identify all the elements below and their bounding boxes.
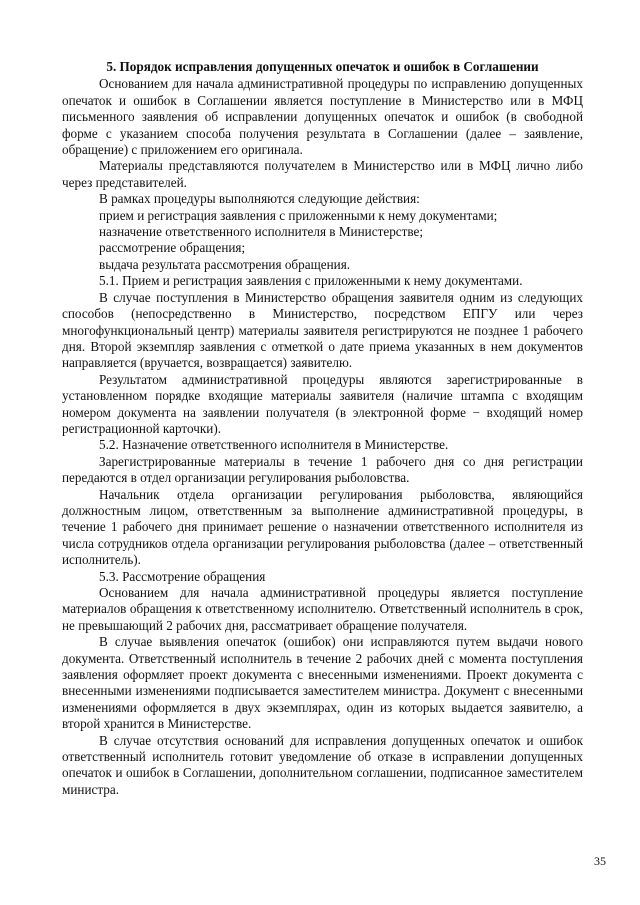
paragraph: Результатом административной процедуры являются зарегистрированные в установленном порядке входящие материалы заявителя (наличие штампа с входящим номером документа на заявлении получателя (в электронной форме − входящий номер регистрационной карточки).: [62, 371, 583, 436]
section-heading: 5. Порядок исправления допущенных опечаток и ошибок в Соглашении: [106, 59, 539, 74]
document-body: [62, 59, 583, 798]
paragraph: Начальник отдела организации регулирования рыболовства, являющийся должностным лицом, ответственным за выполнение административной процедуры, в течение 1 рабочего дня принимает решение о назначении ответственного исполнителя из числа сотрудников отдела организации регулирования рыболовства (далее – ответственный исполнитель).: [62, 486, 583, 568]
subsection-heading: 5.1. Прием и регистрация заявления с приложенными к нему документами.: [99, 273, 523, 289]
subsection-heading: 5.2. Назначение ответственного исполнителя в Министерстве.: [99, 437, 449, 453]
paragraph: В случае выявления опечаток (ошибок) они исправляются путем выдачи нового документа. Ответственный исполнитель в течение 2 рабочих дней с момента поступления заявления оформляет проект документа с внесенными изменениями. Проект документа с внесенными изменениями подписывается заместителем министра. Документ с внесенными изменениями оформляется в двух экземплярах, один из которых выдается заявителю, а второй хранится в Министерстве.: [62, 634, 583, 732]
paragraph: Основанием для начала административной процедуры является поступление материалов обращения к ответственному исполнителю. Ответственный исполнитель в срок, не превышающий 2 рабочих дня, рассматривает обращение получателя.: [62, 585, 583, 633]
paragraph: Основанием для начала административной процедуры по исправлению допущенных опечаток и ошибок в Соглашении является поступление в Министерство или в МФЦ письменного заявления об исправлении допущенных опечаток и ошибок (в свободной форме с указанием способа получения результата в Соглашении (далее – заявление, обращение) с приложением его оригинала.: [62, 76, 583, 158]
page-number: 35: [594, 854, 606, 868]
paragraph: Зарегистрированные материалы в течение 1 рабочего дня со дня регистрации передаются в отдел организации регулирования рыболовства.: [62, 453, 583, 486]
list-item: выдача результата рассмотрения обращения.: [99, 256, 351, 272]
paragraph: В случае отсутствия оснований для исправления допущенных опечаток и ошибок ответственный исполнитель готовит уведомление об отказе в исправлении допущенных опечаток и ошибок в Соглашении, дополнительном соглашении, подписанное заместителем министра.: [62, 732, 583, 797]
list-intro: В рамках процедуры выполняются следующие действия:: [99, 191, 420, 207]
subsection-heading: 5.3. Рассмотрение обращения: [99, 568, 266, 584]
list-item: рассмотрение обращения;: [99, 240, 246, 256]
paragraph: В случае поступления в Министерство обращения заявителя одним из следующих способов (непосредственно в Министерство, посредством ЕПГУ или через многофункциональный центр) материалы заявителя регистрируются не позднее 1 рабочего дня. Второй экземпляр заявления с отметкой о дате приема указанных в нем документов направляется (вручается, возвращается) заявителю.: [62, 289, 583, 371]
paragraph: Материалы представляются получателем в Министерство или в МФЦ лично либо через представителей.: [62, 158, 583, 190]
list-item: прием и регистрация заявления с приложенными к нему документами;: [99, 207, 498, 223]
list-item: назначение ответственного исполнителя в Министерстве;: [99, 224, 424, 240]
